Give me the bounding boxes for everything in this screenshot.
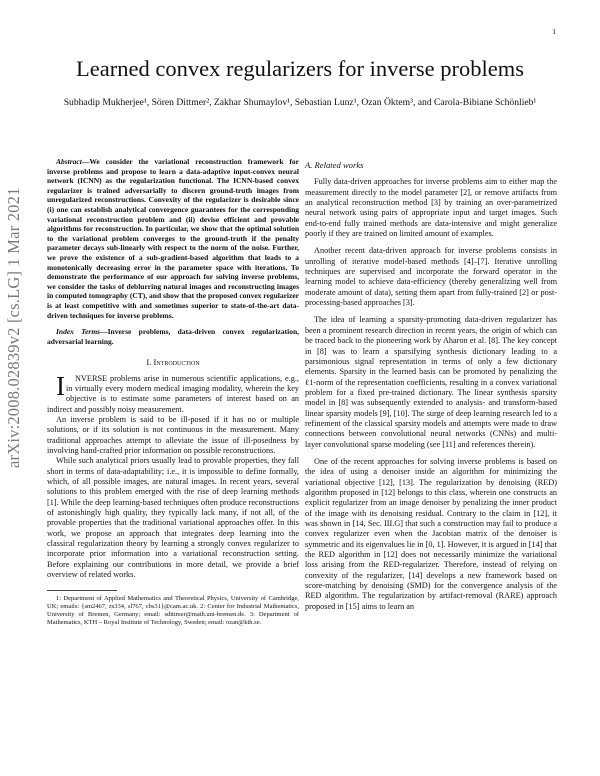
paragraph-gap [305, 450, 557, 457]
abstract-label: Abstract— [56, 157, 90, 166]
index-terms-text: Inverse problems, data-driven convex regularization, adversarial learning. [47, 327, 299, 346]
index-terms [47, 327, 299, 346]
page-number: 1 [552, 27, 556, 36]
intro-paragraph-3: While such analytical priors usually lead to provable properties, they fall short in terms of data-adaptability; i.e., it is impossible to define formally, which, of all possible images, are natural images. In recent years, several solutions to this problem emerged with the rise of deep learning methods [1]. While the deep learning-based techniques often produce reconstructions of astonishingly high quality, they typically lack many, if not all, of the provable properties that the traditional variational approaches offer. In this work, we propose an approach that integrates deep learning into the classical regularization theory by learning a strongly convex regularizer to incorporate prior information into a variational reconstruction setting. Before explaining our contributions in more detail, we provide a brief overview of related works. [47, 456, 299, 580]
index-terms-label: Index Terms— [56, 327, 108, 337]
related-works-paragraph-3: The idea of learning a sparsity-promoting data-driven regularizer has been a prominent research direction in recent years, the origin of which can be traced back to the pioneering work by Aharon et al. [8]. The key concept in [8] was to learn a sparsifying synthesis dictionary leading to a parsimonious signal representation in terms of only a few dictionary elements. Sparsity in the learned basis can be promoted by penalizing the ℓ1-norm of the representation coefficients, resulting in a convex variational problem for a fixed pre-trained dictionary. The linear synthesis sparsity model in [8] was subsequently extended to analysis- and transform-based linear sparsity models [9], [10]. The surge of deep learning research led to a refinement of the classical sparsity models and attempts were made to draw connections between convolutional neural networks (CNNs) and multi-layer convolutional sparse modeling (see [11] and references therein). [305, 315, 557, 449]
paragraph-gap [305, 308, 557, 315]
intro-paragraph-1-text: NVERSE problems arise in numerous scientific applications, e.g., in virtually every modern medical imaging modality, wherein the key objective is to estimate some parameters of interest based on an indirect and possibly noisy measurement. [47, 373, 299, 414]
section-heading-introduction: I. Introduction [146, 357, 200, 368]
abstract-text: We consider the variational reconstruction framework for inverse problems and propose to learn a data-adaptive input-convex neural network (ICNN) as the regularization functional. The ICNN-based convex regularizer is trained adversarially to discern ground-truth images from unregularized reconstructions. Convexity of the regularizer is desirable since (i) one can establish analytical convergence guarantees for the corresponding variational reconstruction problem and (ii) devise efficient and provable algorithms for reconstruction. In particular, we show that the optimal solution to the variational problem converges to the ground-truth if the penalty parameter decays sub-linearly with respect to the norm of the noise. Further, we prove the existence of a sub-gradient-based algorithm that leads to a monotonically decreasing error in the parameter space with iterations. To demonstrate the performance of our approach for solving inverse problems, we consider the tasks of deblurring natural images and reconstructing images in computed tomography (CT), and show that the proposed convex regularizer is at least competitive with and sometimes superior to state-of-the-art data-driven techniques for inverse problems. [47, 157, 299, 320]
footnote-rule [47, 590, 117, 591]
author-list: Subhadip Mukherjee¹, Sören Dittmer², Zakhar Shumaylov¹, Sebastian Lunz¹, Ozan Öktem³, and Carola-Bibiane Schönlieb¹ [63, 97, 537, 108]
paper-title: Learned convex regularizers for inverse problems [76, 56, 524, 81]
abstract [47, 157, 299, 320]
arxiv-identifier-text: arXiv:2008.02839v2 [cs.LG] 1 Mar 2021 [4, 187, 23, 468]
subsection-heading-related-works: A. Related works [305, 160, 364, 170]
affiliation-footnote: 1: Department of Applied Mathematics and Theoretical Physics, University of Cambridge, UK; emails: {sm2467, zs334, sl767, cbs31}@cam.ac.uk. 2: Center for Industrial Mathematics, University of Bremen, Germany; email: sdittmer@math.uni-bremen.de. 3: Department of Mathematics, KTH – Royal Institute of Technology, Sweden; email: ozan@kth.se. [47, 594, 299, 626]
intro-paragraph-2: An inverse problem is said to be ill-posed if it has no or multiple solutions, or if its solution is not continuous in the measurement. Many traditional approaches attempt to alleviate the issue of ill-posedness by involving hand-crafted prior information on possible reconstructions. [47, 415, 299, 456]
left-column [47, 157, 299, 627]
related-works-paragraph-4: One of the recent approaches for solving inverse problems is based on the idea of using a denoiser inside an algorithm for minimizing the variational objective [12], [13]. The regularization by denoising (RED) algorithm proposed in [12] belongs to this class, wherein one constructs an explicit regularizer from an image denoiser by penalizing the inner product of the image with its denoising residual. Contrary to the claim in [12], it was shown in [14, Sec. III.G] that such a construction may fail to produce a convex regularizer even when the Jacobian matrix of the denoiser is symmetric and its eigenvalues lie in [0, 1]. However, it is argued in [14] that the RED algorithm in [12] does not necessarily minimize the variational loss arising from the RED-regularizer. Therefore, instead of relying on convexity of the regularizer, [14] develops a new framework based on score-matching by denoising (SMD) for the convergence analysis of the RED algorithm. The regularization by artifact-removal (RARE) approach proposed in [15] aims to learn an [305, 456, 557, 611]
drop-cap: I [56, 370, 65, 401]
intro-paragraph-1 [47, 370, 299, 415]
right-column [305, 160, 557, 612]
related-works-paragraph-2: Another recent data-driven approach for inverse problems consists in unrolling of iterative model-based methods [4]–[7]. Iterative unrolling techniques are supervised and incorporate the forward operator in the learning model to achieve data-efficiency (thereby generalizing well from moderate amount of data), setting them apart from fully-trained [2] or post-processing-based approaches [3]. [305, 246, 557, 308]
paragraph-gap [305, 239, 557, 246]
related-works-paragraph-1: Fully data-driven approaches for inverse problems aim to either map the measurement directly to the model parameter [2], or remove artifacts from an analytical reconstruction method [3] by training an over-parametrized neural network using pairs of appropriate input and target images. Such end-to-end fully trained methods are data-intensive and might generalize poorly if they are trained on limited amount of examples. [305, 177, 557, 239]
